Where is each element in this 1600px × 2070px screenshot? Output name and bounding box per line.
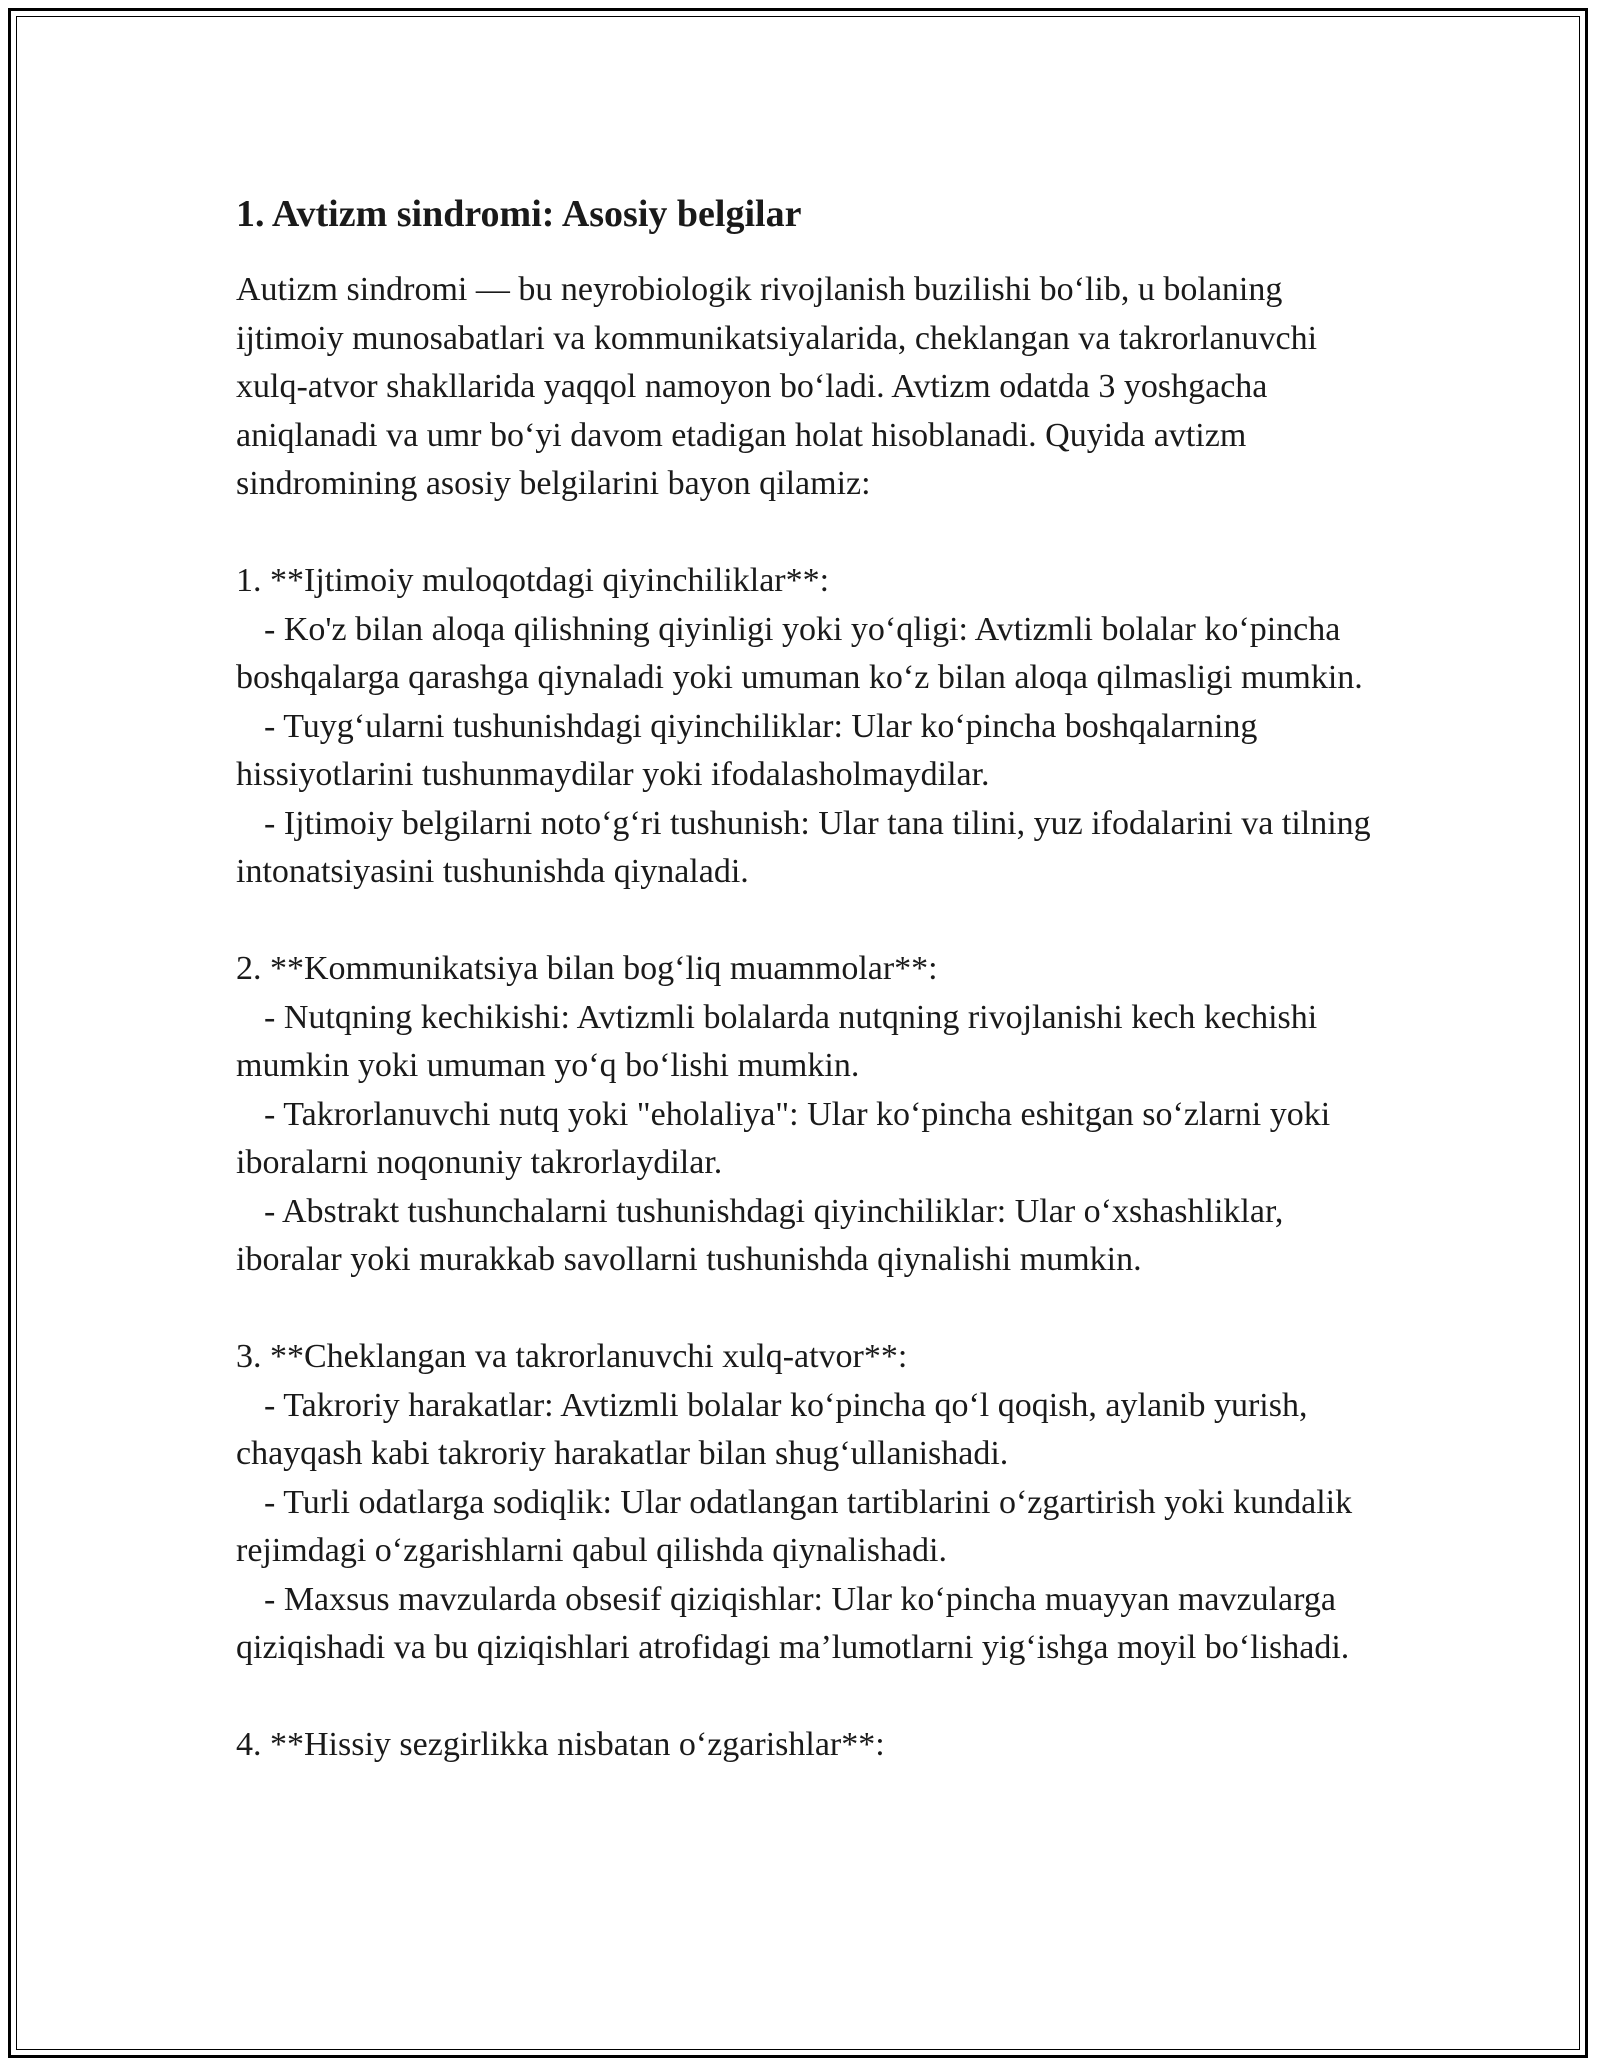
list-item: - Takrorlanuvchi nutq yoki "eholaliya": Ular ko‘pincha eshitgan so‘zlarni yoki iboralarni noqonuniy takrorlaydilar. — [236, 1095, 1331, 1181]
list-item: - Takroriy harakatlar: Avtizmli bolalar ko‘pincha qo‘l qoqish, aylanib yurish, chayqash kabi takroriy harakatlar bilan shug‘ullanishadi. — [236, 1386, 1308, 1472]
section-heading: 4. **Hissiy sezgirlikka nisbatan o‘zgarishlar**: — [236, 1726, 885, 1763]
list-item: - Turli odatlarga sodiqlik: Ular odatlangan tartiblarini o‘zgartirish yoki kundalik rejimdagi o‘zgarishlarni qabul qilishda qiynalishadi. — [236, 1483, 1353, 1569]
list-item: - Ko'z bilan aloqa qilishning qiyinligi yoki yo‘qligi: Avtizmli bolalar ko‘pincha boshqalarga qarashga qiynaladi yoki umuman ko‘z bilan aloqa qilmasligi mumkin. — [236, 610, 1363, 696]
page-title: 1. Avtizm sindromi: Asosiy belgilar — [236, 193, 802, 235]
list-item: - Abstrakt tushunchalarni tushunishdagi qiyinchiliklar: Ular o‘xshashliklar, iboralar yoki murakkab savollarni tushunishda qiynalishi mumkin. — [236, 1192, 1284, 1278]
section-heading: 2. **Kommunikatsiya bilan bog‘liq muammolar**: — [236, 950, 938, 987]
section-1 — [236, 557, 1386, 897]
spacer — [236, 897, 1386, 946]
section-2 — [236, 945, 1386, 1285]
section-heading: 1. **Ijtimoiy muloqotdagi qiyinchiliklar**: — [236, 562, 830, 599]
section-4 — [236, 1721, 1386, 1770]
spacer — [236, 1673, 1386, 1722]
list-item: - Nutqning kechikishi: Avtizmli bolalarda nutqning rivojlanishi kech kechishi mumkin yoki umuman yo‘q bo‘lishi mumkin. — [236, 998, 1318, 1084]
intro-paragraph: Autizm sindromi — bu neyrobiologik rivojlanish buzilishi bo‘lib, u bolaning ijtimoiy munosabatlari va kommunikatsiyalarida, cheklangan va takrorlanuvchi xulq-atvor shakllarida yaqqol namoyon bo‘ladi. Avtizm odatda 3 yoshgacha aniqlanadi va umr bo‘yi davom etadigan holat hisoblanadi. Quyida avtizm sindromining asosiy belgilarini bayon qilamiz: — [236, 271, 1326, 502]
spacer — [236, 1285, 1386, 1334]
section-3 — [236, 1333, 1386, 1673]
list-item: - Maxsus mavzularda obsesif qiziqishlar: Ular ko‘pincha muayyan mavzularga qiziqishadi va bu qiziqishlari atrofidagi ma’lumotlarni yig‘ishga moyil bo‘lishadi. — [236, 1580, 1350, 1666]
list-item: - Ijtimoiy belgilarni noto‘g‘ri tushunish: Ular tana tilini, yuz ifodalarini va tilning intonatsiyasini tushunishda qiynaladi. — [236, 804, 1371, 890]
document-body — [236, 188, 1386, 1770]
section-heading: 3. **Cheklangan va takrorlanuvchi xulq-atvor**: — [236, 1338, 908, 1375]
spacer — [236, 509, 1386, 558]
list-item: - Tuyg‘ularni tushunishdagi qiyinchiliklar: Ular ko‘pincha boshqalarning hissiyotlarini tushunmaydilar yoki ifodalasholmaydilar. — [236, 707, 1258, 793]
